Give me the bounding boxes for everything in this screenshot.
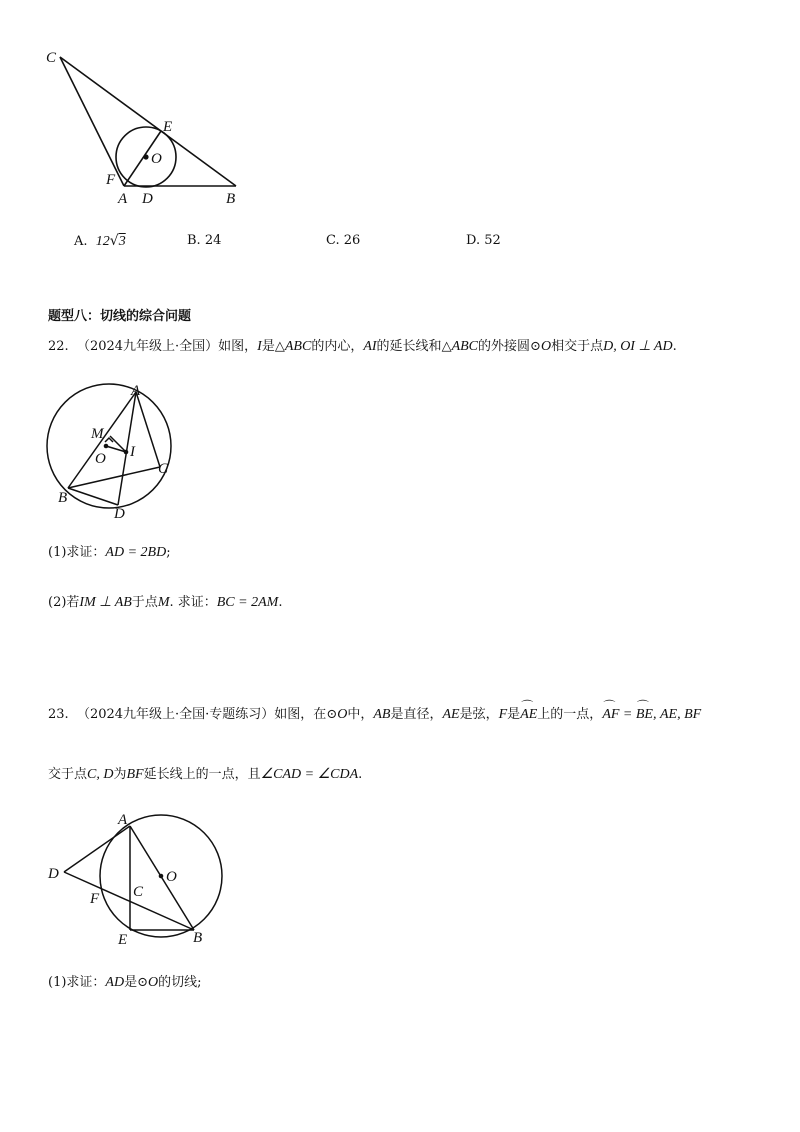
q22-number: 22. [48, 339, 69, 354]
option-a: A. 12√3 [74, 233, 126, 249]
label-c: C [46, 50, 57, 66]
label-f: F [106, 172, 116, 188]
tangent-ad [64, 826, 130, 872]
label-m: M [91, 426, 104, 442]
center-point-o [143, 154, 148, 159]
q22-part-1: (1)求证：AD = 2BD; [48, 545, 171, 560]
label-e: E [118, 932, 128, 948]
q23-source: （2024九年级上·全国·专题练习）如图，在 [76, 707, 327, 722]
label-a: A [118, 812, 128, 828]
label-a: A [118, 191, 128, 207]
label-o: O [166, 869, 177, 885]
label-d: D [142, 191, 153, 207]
label-i: I [130, 444, 135, 460]
option-b: B. 24 [187, 233, 222, 248]
label-c: C [133, 884, 144, 900]
label-c: C [158, 461, 169, 477]
label-d: D [48, 866, 59, 882]
label-d: D [114, 506, 125, 520]
q23-number: 23. [48, 707, 69, 722]
incenter-point-i [124, 450, 129, 455]
figure-triangle-incircle [40, 40, 270, 215]
label-b: B [58, 490, 68, 506]
segment-ca [60, 57, 124, 186]
q22-stem: 22. （2024九年级上·全国）如图，I是△ABC的内心，AI的延长线和△ABC的外接圆⊙O相交于点D, OI ⊥ AD. [48, 339, 677, 354]
label-o: O [95, 451, 106, 467]
label-a: A [131, 383, 141, 399]
label-o: O [151, 151, 162, 167]
option-c: C. 26 [326, 233, 361, 248]
q22-part-2: (2)若IM ⊥ AB于点M. 求证：BC = 2AM. [48, 595, 283, 610]
center-point-o [104, 444, 109, 449]
figure-incenter-circumcircle [40, 380, 190, 520]
label-f: F [90, 891, 100, 907]
q23-stem-line-1: 23. （2024九年级上·全国·专题练习）如图，在⊙O中，AB是直径，AE是弦，F是⌒ AE上的一点，⌒ AF = ⌒ BE, AE, BF [48, 706, 701, 724]
option-d: D. 52 [466, 233, 501, 248]
section-heading: 题型八：切线的综合问题 [48, 309, 192, 324]
q22-source: （2024九年级上·全国）如图， [76, 339, 258, 354]
label-b: B [226, 191, 236, 207]
q23-stem-line-2: 交于点C, D为BF延长线上的一点，且∠CAD = ∠CDA. [48, 767, 363, 782]
center-point-o [159, 874, 164, 879]
segment-bd [68, 488, 118, 505]
option-a-coefficient: 12 [95, 234, 110, 249]
label-b: B [193, 930, 203, 946]
segment-ac [136, 392, 160, 467]
option-a-letter: A. [74, 234, 88, 249]
label-e: E [163, 119, 173, 135]
q23-part-1: (1)求证：AD是⊙O的切线; [48, 975, 202, 990]
option-a-radicand: 3 [118, 234, 126, 249]
segment-bc [68, 467, 160, 488]
segment-cb [60, 57, 236, 186]
figure-tangent-circle [40, 805, 230, 950]
